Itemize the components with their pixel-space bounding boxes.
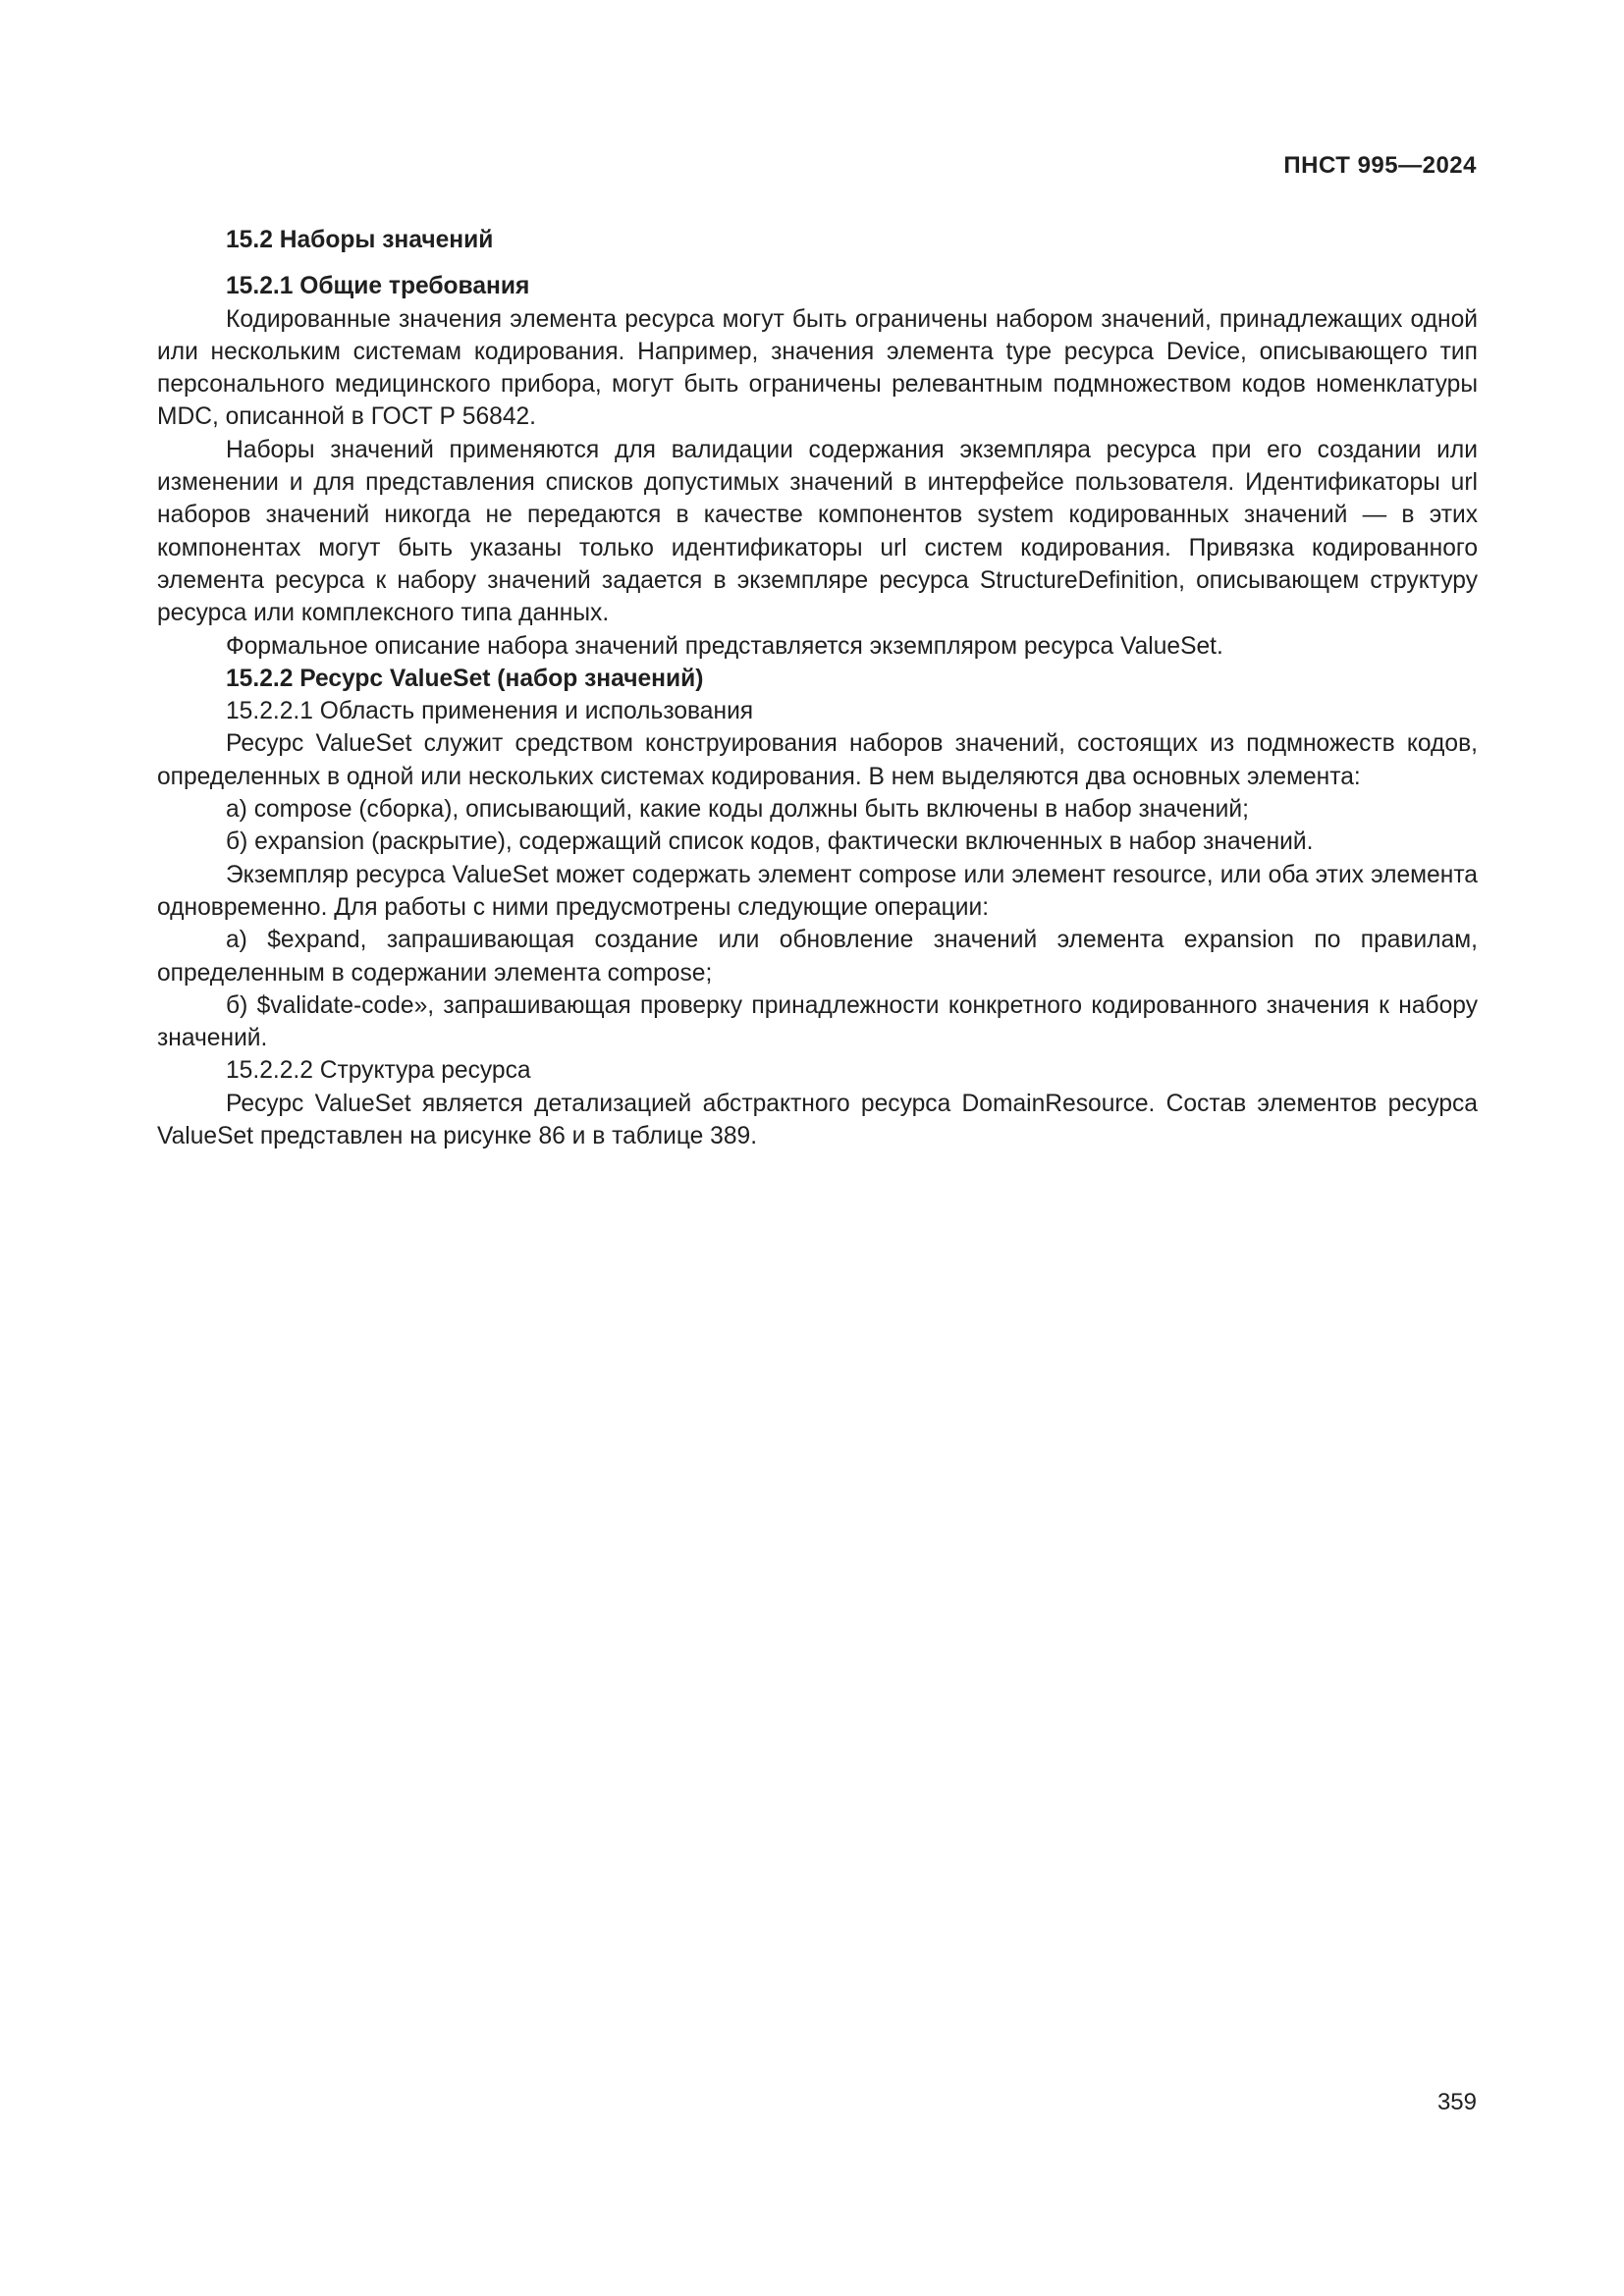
paragraph: Ресурс ValueSet служит средством конструирования наборов значений, состоящих из подмножеств кодов, определенных в одной или нескольких системах кодирования. В нем выделяются два основных элемента: — [157, 730, 1478, 790]
paragraph: Формальное описание набора значений представляется экземпляром ресурса ValueSet. — [226, 632, 1223, 660]
clause-title: 15.2.2.1 Область применения и использования — [226, 698, 754, 725]
paragraph: Наборы значений применяются для валидации содержания экземпляра ресурса при его создании или изменении и для представления списков допустимых значений в интерфейсе пользователя. Идентификаторы url наборов значений никогда не передаются в качестве компонентов system кодированных значений — в этих компонентах могут быть указаны только идентификаторы url систем кодирования. Привязка кодированного элемента ресурса к набору значений задается в экземпляре ресурса StructureDefinition, описывающем структуру ресурса или комплексного типа данных. — [157, 436, 1478, 627]
paragraph: Ресурс ValueSet является детализацией абстрактного ресурса DomainResource. Состав элементов ресурса ValueSet представлен на рисунке 86 и в таблице 389. — [157, 1090, 1478, 1150]
paragraph: Экземпляр ресурса ValueSet может содержать элемент compose или элемент resource, или оба этих элемента одновременно. Для работы с ними предусмотрены следующие операции: — [157, 861, 1478, 921]
page-content — [157, 224, 1478, 1152]
page-number: 359 — [1436, 2089, 1477, 2115]
list-item: а) $expand, запрашивающая создание или обновление значений элемента expansion по правилам, определенным в содержании элемента compose; — [157, 927, 1478, 987]
subsection-title: 15.2.1 Общие требования — [226, 273, 530, 300]
section-title: 15.2 Наборы значений — [226, 227, 494, 253]
list-item: а) compose (сборка), описывающий, какие коды должны быть включены в набор значений; — [226, 796, 1249, 824]
list-item: б) expansion (раскрытие), содержащий список кодов, фактически включенных в набор значений. — [226, 828, 1314, 856]
subsection-title: 15.2.2 Ресурс ValueSet (набор значений) — [226, 665, 704, 692]
clause-title: 15.2.2.2 Структура ресурса — [226, 1057, 531, 1085]
list-item: б) $validate-code», запрашивающая проверку принадлежности конкретного кодированного значения к набору значений. — [157, 991, 1478, 1052]
paragraph: Кодированные значения элемента ресурса могут быть ограничены набором значений, принадлежащих одной или нескольким системам кодирования. Например, значения элемента type ресурса Device, описывающего тип персонального медицинского прибора, могут быть ограничены релевантным подмножеством кодов номенклатуры MDC, описанной в ГОСТ Р 56842. — [157, 305, 1478, 431]
document-id: ПНСТ 995—2024 — [1283, 152, 1477, 179]
